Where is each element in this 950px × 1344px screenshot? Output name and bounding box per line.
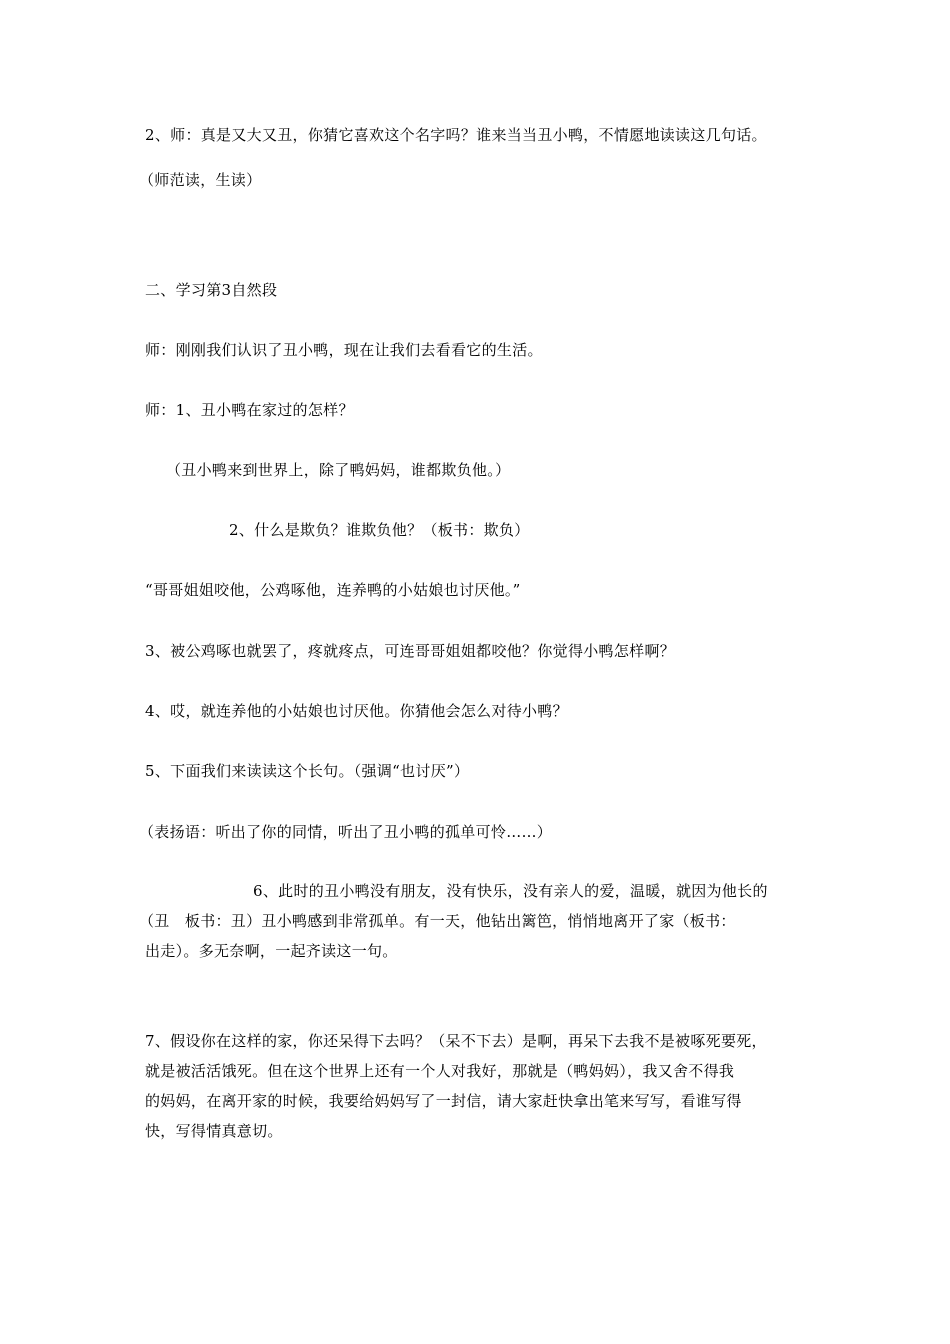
text-line: （丑小鸭来到世界上，除了鸭妈妈，谁都欺负他。） [166, 461, 511, 479]
text-line: 3、被公鸡啄也就罢了，疼就疼点，可连哥哥姐姐都咬他？你觉得小鸭怎样啊？ [145, 642, 676, 660]
text-line: 4、哎，就连养他的小姑娘也讨厌他。你猜他会怎么对待小鸭？ [145, 702, 568, 720]
text-line: （表扬语：听出了你的同情，听出了丑小鸭的孤单可怜……） [139, 823, 553, 841]
paragraph-line: 7、假设你在这样的家，你还呆得下去吗？（呆不下去）是啊，再呆下去我不是被啄死要死， [145, 1032, 767, 1050]
text-line: 2、什么是欺负？谁欺负他？（板书：欺负） [229, 521, 530, 539]
text-line: 师：1、丑小鸭在家过的怎样？ [145, 401, 354, 419]
section-heading: 二、学习第3自然段 [145, 281, 278, 299]
paragraph-line: （丑 板书：丑）丑小鸭感到非常孤单。有一天，他钻出篱笆，悄悄地离开了家（板书： [139, 912, 736, 930]
paragraph-line: 6、此时的丑小鸭没有朋友，没有快乐，没有亲人的爱，温暖，就因为他长的 [253, 882, 768, 900]
text-line: （师范读，生读） [139, 171, 262, 189]
text-line: 师：刚刚我们认识了丑小鸭，现在让我们去看看它的生活。 [145, 341, 543, 359]
paragraph-line: 出走）。多无奈啊，一起齐读这一句。 [145, 942, 398, 960]
paragraph-line: 就是被活活饿死。但在这个世界上还有一个人对我好，那就是（鸭妈妈），我又舍不得我 [145, 1062, 735, 1080]
paragraph-6 [139, 876, 768, 966]
text-line: 2、师：真是又大又丑，你猜它喜欢这个名字吗？谁来当当丑小鸭，不情愿地读读这几句话。 [145, 126, 767, 144]
paragraph-line: 的妈妈，在离开家的时候，我要给妈妈写了一封信，请大家赶快拿出笔来写写，看谁写得 [145, 1092, 742, 1110]
text-line: 5、下面我们来读读这个长句。（强调“也讨厌”） [145, 762, 470, 780]
paragraph-line: 快，写得情真意切。 [145, 1122, 283, 1140]
paragraph-7 [145, 1026, 767, 1146]
quote-line: “哥哥姐姐咬他，公鸡啄他，连养鸭的小姑娘也讨厌他。” [145, 581, 521, 599]
